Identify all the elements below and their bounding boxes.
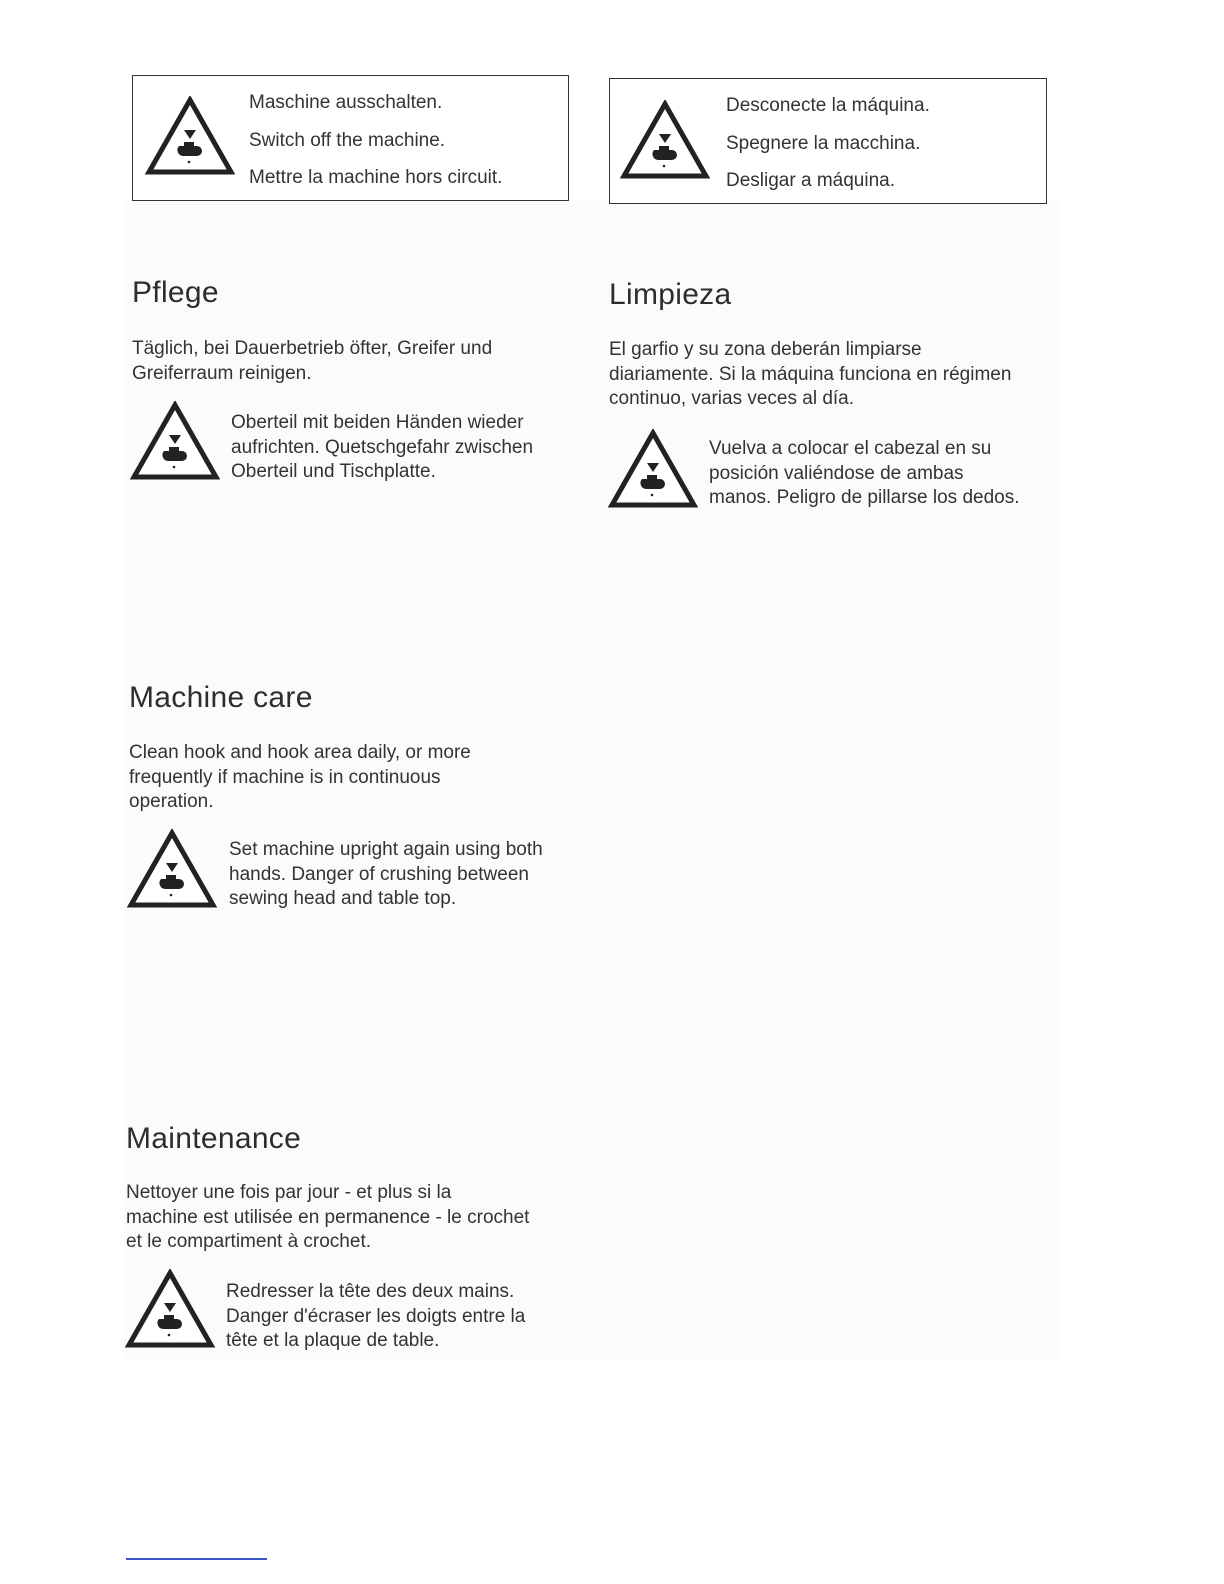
warning-note-limpieza bbox=[709, 437, 1020, 511]
body-line: El garfio y su zona deberán limpiarse bbox=[609, 339, 922, 360]
hand-crush-warning-icon bbox=[125, 1269, 215, 1349]
body-line: machine est utilisée en permanence - le crochet bbox=[126, 1206, 530, 1228]
hand-crush-warning-icon bbox=[620, 100, 710, 180]
note-line: Oberteil mit beiden Händen wieder bbox=[231, 412, 524, 433]
warning-note-maintenance bbox=[226, 1280, 525, 1354]
section-heading-pflege: Pflege bbox=[132, 276, 219, 309]
note-line: aufrichten. Quetschgefahr zwischen bbox=[231, 436, 534, 458]
hand-crush-warning-icon bbox=[130, 401, 220, 481]
warning-note-machine-care bbox=[229, 838, 543, 912]
footer-rule bbox=[126, 1558, 267, 1560]
hand-crush-warning-icon bbox=[145, 96, 235, 176]
body-line: et le compartiment à crochet. bbox=[126, 1231, 371, 1252]
body-line: Nettoyer une fois par jour - et plus si la bbox=[126, 1182, 452, 1203]
warning-box-right-lines bbox=[726, 87, 930, 200]
section-heading-maintenance: Maintenance bbox=[126, 1122, 302, 1155]
warning-note-pflege bbox=[231, 411, 533, 485]
section-body-pflege bbox=[132, 337, 492, 386]
section-body-limpieza bbox=[609, 338, 1011, 412]
note-line: tête et la plaque de table. bbox=[226, 1330, 440, 1351]
note-line: hands. Danger of crushing between bbox=[229, 863, 529, 885]
note-line: Danger d'écraser les doigts entre la bbox=[226, 1305, 526, 1327]
hand-crush-warning-icon bbox=[608, 429, 698, 509]
note-line: Vuelva a colocar el cabezal en su bbox=[709, 438, 992, 459]
section-body-machine-care bbox=[129, 741, 471, 815]
warning-line: Mettre la machine hors circuit. bbox=[249, 167, 503, 188]
section-heading-machine-care: Machine care bbox=[129, 681, 313, 714]
warning-line: Switch off the machine. bbox=[249, 129, 446, 151]
warning-line: Desconecte la máquina. bbox=[726, 95, 930, 116]
body-line: diariamente. Si la máquina funciona en régimen bbox=[609, 363, 1012, 385]
section-heading-limpieza: Limpieza bbox=[609, 278, 732, 311]
note-line: posición valiéndose de ambas bbox=[709, 462, 964, 484]
body-line: continuo, varias veces al día. bbox=[609, 388, 855, 409]
warning-box-left bbox=[132, 75, 569, 201]
note-line: manos. Peligro de pillarse los dedos. bbox=[709, 487, 1020, 508]
note-line: Set machine upright again using both bbox=[229, 839, 543, 860]
warning-line: Desligar a máquina. bbox=[726, 170, 895, 191]
body-line: Clean hook and hook area daily, or more bbox=[129, 742, 471, 763]
body-line: Täglich, bei Dauerbetrieb öfter, Greifer und bbox=[132, 338, 493, 359]
note-line: Oberteil und Tischplatte. bbox=[231, 461, 436, 482]
warning-line: Spegnere la macchina. bbox=[726, 132, 921, 154]
warning-box-right bbox=[609, 78, 1047, 204]
note-line: Redresser la tête des deux mains. bbox=[226, 1281, 515, 1302]
body-line: frequently if machine is in continuous bbox=[129, 766, 441, 788]
warning-box-left-lines bbox=[249, 84, 502, 197]
body-line: operation. bbox=[129, 791, 214, 812]
warning-line: Maschine ausschalten. bbox=[249, 92, 443, 113]
hand-crush-warning-icon bbox=[127, 829, 217, 909]
note-line: sewing head and table top. bbox=[229, 888, 457, 909]
section-body-maintenance bbox=[126, 1181, 529, 1255]
body-line: Greiferraum reinigen. bbox=[132, 362, 312, 384]
